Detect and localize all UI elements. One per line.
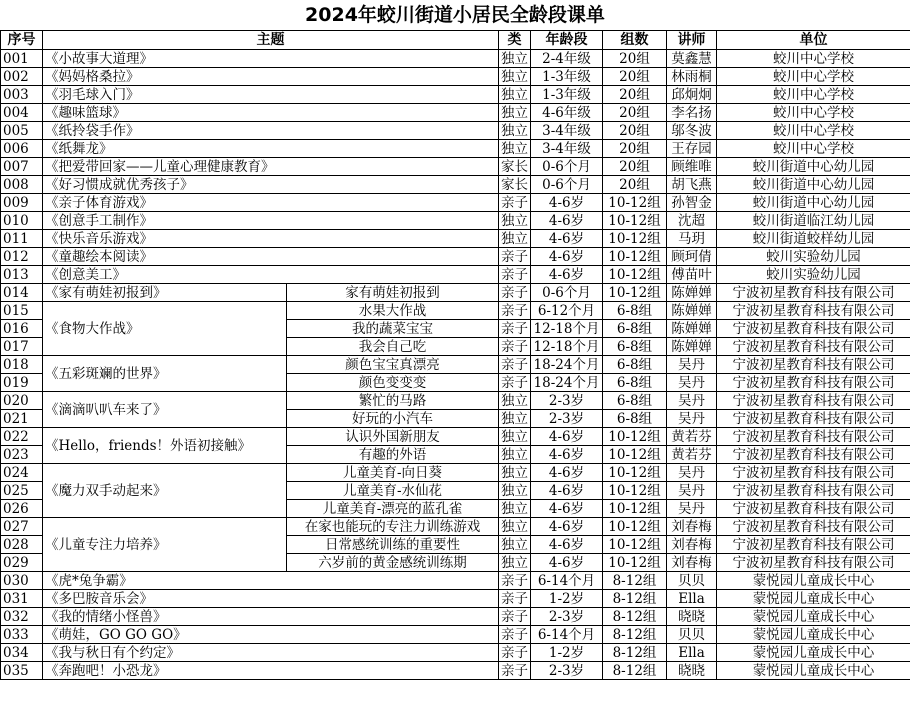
table-row — [1, 104, 910, 122]
topic-sub: 六岁前的黄金感统训练期 — [287, 554, 499, 572]
course-type: 独立 — [499, 500, 531, 518]
unit-name: 蒙悦园儿童成长中心 — [717, 644, 910, 662]
teacher-name: 陈婵婵 — [667, 284, 717, 302]
course-type: 独立 — [499, 410, 531, 428]
topic-main: 《趣味篮球》 — [43, 104, 499, 122]
group-count: 10-12组 — [603, 446, 667, 464]
group-count: 8-12组 — [603, 644, 667, 662]
table-row — [1, 284, 910, 302]
topic-sub: 在家也能玩的专注力训练游戏 — [287, 518, 499, 536]
course-type: 独立 — [499, 518, 531, 536]
teacher-name: 陈婵婵 — [667, 302, 717, 320]
unit-name: 蛟川中心学校 — [717, 50, 910, 68]
page-title: 2024年蛟川街道小居民全龄段课单 — [305, 4, 605, 26]
topic-main: 《食物大作战》 — [43, 302, 287, 356]
teacher-name: 贝贝 — [667, 572, 717, 590]
group-count: 10-12组 — [603, 284, 667, 302]
teacher-name: 胡飞燕 — [667, 176, 717, 194]
topic-main: 《Hello，friends！外语初接触》 — [43, 428, 287, 464]
course-type: 亲子 — [499, 356, 531, 374]
group-count: 10-12组 — [603, 536, 667, 554]
topic-main: 《魔力双手动起来》 — [43, 464, 287, 518]
group-count: 10-12组 — [603, 194, 667, 212]
header-no: 序号 — [1, 31, 43, 50]
unit-name: 宁波初星教育科技有限公司 — [717, 500, 910, 518]
topic-main: 《奔跑吧！小恐龙》 — [43, 662, 499, 680]
teacher-name: 吴丹 — [667, 464, 717, 482]
age-range: 1-2岁 — [531, 590, 603, 608]
group-count: 20组 — [603, 86, 667, 104]
age-range: 4-6岁 — [531, 446, 603, 464]
course-type: 独立 — [499, 104, 531, 122]
table-row — [1, 176, 910, 194]
teacher-name: Ella — [667, 644, 717, 662]
group-count: 20组 — [603, 158, 667, 176]
age-range: 0-6个月 — [531, 176, 603, 194]
topic-main: 《童趣绘本阅读》 — [43, 248, 499, 266]
teacher-name: 王存园 — [667, 140, 717, 158]
course-type: 亲子 — [499, 194, 531, 212]
row-number: 017 — [1, 338, 43, 356]
unit-name: 蒙悦园儿童成长中心 — [717, 572, 910, 590]
topic-sub: 我的蔬菜宝宝 — [287, 320, 499, 338]
age-range: 6-12个月 — [531, 302, 603, 320]
teacher-name: 马玥 — [667, 230, 717, 248]
unit-name: 蛟川街道中心幼儿园 — [717, 176, 910, 194]
course-type: 亲子 — [499, 572, 531, 590]
row-number: 026 — [1, 500, 43, 518]
header-topic: 主题 — [43, 31, 499, 50]
unit-name: 宁波初星教育科技有限公司 — [717, 392, 910, 410]
teacher-name: 刘春梅 — [667, 554, 717, 572]
table-row — [1, 644, 910, 662]
teacher-name: 吴丹 — [667, 374, 717, 392]
topic-sub: 儿童美育-向日葵 — [287, 464, 499, 482]
row-number: 020 — [1, 392, 43, 410]
unit-name: 宁波初星教育科技有限公司 — [717, 446, 910, 464]
unit-name: 宁波初星教育科技有限公司 — [717, 482, 910, 500]
group-count: 10-12组 — [603, 428, 667, 446]
topic-sub: 儿童美育-漂亮的蓝孔雀 — [287, 500, 499, 518]
topic-main: 《我与秋日有个约定》 — [43, 644, 499, 662]
row-number: 023 — [1, 446, 43, 464]
age-range: 2-3岁 — [531, 410, 603, 428]
teacher-name: 贝贝 — [667, 626, 717, 644]
table-row — [1, 266, 910, 284]
table-row — [1, 608, 910, 626]
table-row — [1, 122, 910, 140]
age-range: 0-6个月 — [531, 284, 603, 302]
age-range: 1-2岁 — [531, 644, 603, 662]
course-type: 独立 — [499, 464, 531, 482]
header-teacher: 讲师 — [667, 31, 717, 50]
age-range: 12-18个月 — [531, 338, 603, 356]
age-range: 4-6年级 — [531, 104, 603, 122]
age-range: 4-6岁 — [531, 194, 603, 212]
table-row — [1, 626, 910, 644]
age-range: 4-6岁 — [531, 464, 603, 482]
unit-name: 宁波初星教育科技有限公司 — [717, 554, 910, 572]
age-range: 4-6岁 — [531, 536, 603, 554]
topic-sub: 繁忙的马路 — [287, 392, 499, 410]
table-row — [1, 230, 910, 248]
teacher-name: 刘春梅 — [667, 536, 717, 554]
age-range: 12-18个月 — [531, 320, 603, 338]
course-type: 独立 — [499, 68, 531, 86]
row-number: 025 — [1, 482, 43, 500]
row-number: 012 — [1, 248, 43, 266]
age-range: 18-24个月 — [531, 356, 603, 374]
course-type: 独立 — [499, 140, 531, 158]
group-count: 10-12组 — [603, 212, 667, 230]
topic-main: 《好习惯成就优秀孩子》 — [43, 176, 499, 194]
table-row — [1, 518, 910, 536]
topic-sub: 颜色宝宝真漂亮 — [287, 356, 499, 374]
age-range: 2-3岁 — [531, 392, 603, 410]
table-row — [1, 194, 910, 212]
group-count: 6-8组 — [603, 374, 667, 392]
course-type: 独立 — [499, 50, 531, 68]
table-body — [1, 50, 910, 680]
topic-main: 《我的情绪小怪兽》 — [43, 608, 499, 626]
teacher-name: 傅苗叶 — [667, 266, 717, 284]
teacher-name: 黄若芬 — [667, 446, 717, 464]
topic-main: 《羽毛球入门》 — [43, 86, 499, 104]
topic-main: 《儿童专注力培养》 — [43, 518, 287, 572]
teacher-name: 晓晓 — [667, 662, 717, 680]
age-range: 6-14个月 — [531, 572, 603, 590]
unit-name: 蛟川中心学校 — [717, 68, 910, 86]
age-range: 4-6岁 — [531, 482, 603, 500]
course-type: 亲子 — [499, 302, 531, 320]
topic-main: 《纸舞龙》 — [43, 140, 499, 158]
unit-name: 宁波初星教育科技有限公司 — [717, 284, 910, 302]
topic-sub: 家有萌娃初报到 — [287, 284, 499, 302]
teacher-name: 孙智金 — [667, 194, 717, 212]
group-count: 10-12组 — [603, 518, 667, 536]
unit-name: 宁波初星教育科技有限公司 — [717, 428, 910, 446]
course-type: 亲子 — [499, 608, 531, 626]
topic-sub: 我会自己吃 — [287, 338, 499, 356]
table-row — [1, 158, 910, 176]
row-number: 019 — [1, 374, 43, 392]
teacher-name: 林雨桐 — [667, 68, 717, 86]
age-range: 4-6岁 — [531, 230, 603, 248]
group-count: 8-12组 — [603, 626, 667, 644]
topic-sub: 儿童美育-水仙花 — [287, 482, 499, 500]
table-row — [1, 590, 910, 608]
course-type: 独立 — [499, 212, 531, 230]
row-number: 028 — [1, 536, 43, 554]
age-range: 4-6岁 — [531, 266, 603, 284]
course-type: 独立 — [499, 122, 531, 140]
group-count: 6-8组 — [603, 356, 667, 374]
group-count: 8-12组 — [603, 662, 667, 680]
teacher-name: 刘春梅 — [667, 518, 717, 536]
topic-main: 《五彩斑斓的世界》 — [43, 356, 287, 392]
age-range: 1-3年级 — [531, 86, 603, 104]
topic-main: 《多巴胺音乐会》 — [43, 590, 499, 608]
row-number: 024 — [1, 464, 43, 482]
age-range: 4-6岁 — [531, 554, 603, 572]
age-range: 18-24个月 — [531, 374, 603, 392]
group-count: 6-8组 — [603, 338, 667, 356]
course-type: 亲子 — [499, 590, 531, 608]
age-range: 3-4年级 — [531, 122, 603, 140]
course-type: 独立 — [499, 446, 531, 464]
course-type: 亲子 — [499, 626, 531, 644]
teacher-name: 吴丹 — [667, 500, 717, 518]
topic-main: 《家有萌娃初报到》 — [43, 284, 287, 302]
row-number: 034 — [1, 644, 43, 662]
topic-sub: 认识外国新朋友 — [287, 428, 499, 446]
table-row — [1, 248, 910, 266]
teacher-name: 顾维唯 — [667, 158, 717, 176]
teacher-name: 吴丹 — [667, 356, 717, 374]
topic-main: 《纸拎袋手作》 — [43, 122, 499, 140]
course-type: 亲子 — [499, 248, 531, 266]
row-number: 003 — [1, 86, 43, 104]
topic-sub: 日常感统训练的重要性 — [287, 536, 499, 554]
row-number: 008 — [1, 176, 43, 194]
topic-main: 《萌娃，GO GO GO》 — [43, 626, 499, 644]
row-number: 009 — [1, 194, 43, 212]
unit-name: 宁波初星教育科技有限公司 — [717, 410, 910, 428]
unit-name: 蒙悦园儿童成长中心 — [717, 608, 910, 626]
age-range: 2-3岁 — [531, 662, 603, 680]
course-type: 独立 — [499, 86, 531, 104]
age-range: 2-4年级 — [531, 50, 603, 68]
group-count: 8-12组 — [603, 572, 667, 590]
group-count: 10-12组 — [603, 248, 667, 266]
unit-name: 蛟川街道临江幼儿园 — [717, 212, 910, 230]
topic-main: 《虎*兔争霸》 — [43, 572, 499, 590]
course-type: 亲子 — [499, 644, 531, 662]
unit-name: 蛟川中心学校 — [717, 104, 910, 122]
age-range: 0-6个月 — [531, 158, 603, 176]
unit-name: 蛟川街道蛟样幼儿园 — [717, 230, 910, 248]
row-number: 015 — [1, 302, 43, 320]
course-type: 亲子 — [499, 338, 531, 356]
table-row — [1, 356, 910, 374]
group-count: 10-12组 — [603, 464, 667, 482]
teacher-name: 邬冬波 — [667, 122, 717, 140]
course-type: 亲子 — [499, 284, 531, 302]
teacher-name: 吴丹 — [667, 482, 717, 500]
group-count: 20组 — [603, 122, 667, 140]
age-range: 3-4年级 — [531, 140, 603, 158]
topic-main: 《快乐音乐游戏》 — [43, 230, 499, 248]
group-count: 10-12组 — [603, 554, 667, 572]
unit-name: 蒙悦园儿童成长中心 — [717, 626, 910, 644]
group-count: 6-8组 — [603, 302, 667, 320]
age-range: 4-6岁 — [531, 500, 603, 518]
unit-name: 宁波初星教育科技有限公司 — [717, 338, 910, 356]
age-range: 4-6岁 — [531, 518, 603, 536]
row-number: 029 — [1, 554, 43, 572]
course-type: 亲子 — [499, 266, 531, 284]
age-range: 6-14个月 — [531, 626, 603, 644]
table-row — [1, 212, 910, 230]
course-type: 亲子 — [499, 320, 531, 338]
teacher-name: Ella — [667, 590, 717, 608]
row-number: 006 — [1, 140, 43, 158]
unit-name: 蛟川街道中心幼儿园 — [717, 158, 910, 176]
group-count: 10-12组 — [603, 230, 667, 248]
teacher-name: 晓晓 — [667, 608, 717, 626]
age-range: 4-6岁 — [531, 428, 603, 446]
topic-main: 《滴滴叭叭车来了》 — [43, 392, 287, 428]
row-number: 031 — [1, 590, 43, 608]
age-range: 1-3年级 — [531, 68, 603, 86]
teacher-name: 李名扬 — [667, 104, 717, 122]
topic-sub: 水果大作战 — [287, 302, 499, 320]
course-type: 亲子 — [499, 374, 531, 392]
row-number: 035 — [1, 662, 43, 680]
row-number: 010 — [1, 212, 43, 230]
unit-name: 宁波初星教育科技有限公司 — [717, 518, 910, 536]
unit-name: 宁波初星教育科技有限公司 — [717, 320, 910, 338]
unit-name: 宁波初星教育科技有限公司 — [717, 356, 910, 374]
group-count: 10-12组 — [603, 266, 667, 284]
group-count: 20组 — [603, 50, 667, 68]
header-row — [1, 31, 910, 50]
topic-sub: 颜色变变变 — [287, 374, 499, 392]
unit-name: 蛟川实验幼儿园 — [717, 266, 910, 284]
topic-sub: 好玩的小汽车 — [287, 410, 499, 428]
table-row — [1, 302, 910, 320]
group-count: 20组 — [603, 68, 667, 86]
unit-name: 宁波初星教育科技有限公司 — [717, 536, 910, 554]
row-number: 013 — [1, 266, 43, 284]
teacher-name: 吴丹 — [667, 410, 717, 428]
age-range: 2-3岁 — [531, 608, 603, 626]
row-number: 032 — [1, 608, 43, 626]
course-type: 独立 — [499, 482, 531, 500]
row-number: 021 — [1, 410, 43, 428]
teacher-name: 顾珂倩 — [667, 248, 717, 266]
row-number: 018 — [1, 356, 43, 374]
unit-name: 宁波初星教育科技有限公司 — [717, 374, 910, 392]
course-table — [0, 30, 910, 680]
unit-name: 蛟川实验幼儿园 — [717, 248, 910, 266]
group-count: 8-12组 — [603, 608, 667, 626]
row-number: 014 — [1, 284, 43, 302]
teacher-name: 莫鑫慧 — [667, 50, 717, 68]
topic-main: 《把爱带回家——儿童心理健康教育》 — [43, 158, 499, 176]
teacher-name: 黄若芬 — [667, 428, 717, 446]
course-type: 独立 — [499, 230, 531, 248]
course-type: 独立 — [499, 392, 531, 410]
row-number: 027 — [1, 518, 43, 536]
teacher-name: 吴丹 — [667, 392, 717, 410]
age-range: 4-6岁 — [531, 248, 603, 266]
group-count: 6-8组 — [603, 320, 667, 338]
row-number: 001 — [1, 50, 43, 68]
row-number: 022 — [1, 428, 43, 446]
row-number: 002 — [1, 68, 43, 86]
table-row — [1, 428, 910, 446]
unit-name: 蒙悦园儿童成长中心 — [717, 662, 910, 680]
topic-main: 《创意手工制作》 — [43, 212, 499, 230]
row-number: 005 — [1, 122, 43, 140]
course-type: 独立 — [499, 428, 531, 446]
course-type: 家长 — [499, 176, 531, 194]
row-number: 030 — [1, 572, 43, 590]
row-number: 004 — [1, 104, 43, 122]
header-unit: 单位 — [717, 31, 910, 50]
teacher-name: 陈婵婵 — [667, 338, 717, 356]
group-count: 20组 — [603, 140, 667, 158]
table-row — [1, 140, 910, 158]
age-range: 4-6岁 — [531, 212, 603, 230]
unit-name: 宁波初星教育科技有限公司 — [717, 464, 910, 482]
teacher-name: 邱炯炯 — [667, 86, 717, 104]
topic-main: 《小故事大道理》 — [43, 50, 499, 68]
group-count: 6-8组 — [603, 410, 667, 428]
row-number: 016 — [1, 320, 43, 338]
topic-sub: 有趣的外语 — [287, 446, 499, 464]
row-number: 011 — [1, 230, 43, 248]
table-row — [1, 50, 910, 68]
group-count: 10-12组 — [603, 500, 667, 518]
unit-name: 蛟川中心学校 — [717, 140, 910, 158]
course-type: 独立 — [499, 536, 531, 554]
course-type: 独立 — [499, 554, 531, 572]
unit-name: 蛟川街道中心幼儿园 — [717, 194, 910, 212]
table-row — [1, 464, 910, 482]
group-count: 6-8组 — [603, 392, 667, 410]
unit-name: 蛟川中心学校 — [717, 122, 910, 140]
table-row — [1, 662, 910, 680]
teacher-name: 沈超 — [667, 212, 717, 230]
topic-main: 《亲子体育游戏》 — [43, 194, 499, 212]
course-type: 亲子 — [499, 662, 531, 680]
topic-main: 《妈妈格桑拉》 — [43, 68, 499, 86]
group-count: 8-12组 — [603, 590, 667, 608]
table-row — [1, 68, 910, 86]
table-row — [1, 86, 910, 104]
unit-name: 蛟川中心学校 — [717, 86, 910, 104]
row-number: 007 — [1, 158, 43, 176]
group-count: 20组 — [603, 176, 667, 194]
topic-main: 《创意美工》 — [43, 266, 499, 284]
table-row — [1, 572, 910, 590]
unit-name: 蒙悦园儿童成长中心 — [717, 590, 910, 608]
teacher-name: 陈婵婵 — [667, 320, 717, 338]
header-age: 年龄段 — [531, 31, 603, 50]
row-number: 033 — [1, 626, 43, 644]
table-row — [1, 392, 910, 410]
group-count: 20组 — [603, 104, 667, 122]
course-type: 家长 — [499, 158, 531, 176]
group-count: 10-12组 — [603, 482, 667, 500]
header-groups: 组数 — [603, 31, 667, 50]
unit-name: 宁波初星教育科技有限公司 — [717, 302, 910, 320]
header-type: 类 — [499, 31, 531, 50]
